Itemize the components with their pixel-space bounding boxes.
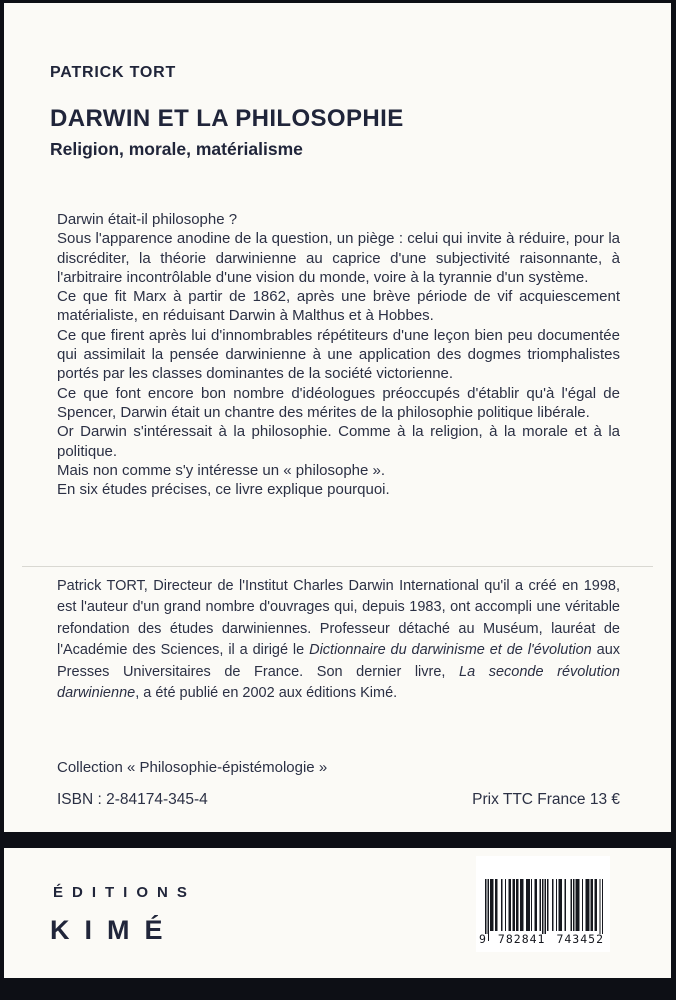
price-label: Prix TTC France 13 €: [472, 791, 620, 808]
publisher-kime-logo: KIMÉ: [50, 915, 178, 945]
body-paragraph: Or Darwin s'intéressait à la philosophie. Comme à la religion, à la morale et à la politique.: [57, 423, 620, 460]
collection-label: Collection « Philosophie-épistémologie »: [57, 759, 328, 776]
barcode: [476, 856, 610, 952]
bio-text: aux Presses Universitaires de France. Son dernier livre,: [57, 642, 621, 680]
author-name: PATRICK TORT: [50, 64, 177, 81]
body-paragraph: Ce que fit Marx à partir de 1862, après une brève période de vif acquiescement matérialiste, en réduisant Darwin à Malthus et à Hobbes.: [57, 288, 620, 325]
isbn-number: ISBN : 2-84174-345-4: [57, 791, 208, 808]
book-title: DARWIN ET LA PHILOSOPHIE: [50, 105, 404, 132]
book-title-italic: La seconde révolution darwinienne: [57, 663, 620, 702]
body-paragraph: Ce que font encore bon nombre d'idéologues préoccupés d'établir qu'à l'égal de Spencer, Darwin était un chantre des mérites de la philosophie politique libérale.: [57, 384, 620, 421]
body-paragraph: Darwin était-il philosophe ?: [57, 211, 238, 228]
body-paragraph: En six études précises, ce livre explique pourquoi.: [57, 481, 390, 499]
bio-text: , a été publié en 2002 aux éditions Kimé.: [135, 685, 398, 702]
book-subtitle: Religion, morale, matérialisme: [50, 139, 303, 159]
barcode-digit-group: 9: [479, 932, 487, 946]
publisher-editions-label: ÉDITIONS: [53, 884, 196, 901]
body-paragraph: Sous l'apparence anodine de la question, un piège : celui qui invite à réduire, pour la discréditer, la théorie darwinienne au caprice d'une subjectivité raisonnante, à l'arbitraire incontrôlable d'une vision du monde, voire à la tyrannie d'un système.: [57, 230, 620, 286]
barcode-digit-group: 743452: [556, 932, 604, 946]
body-paragraph: Ce que firent après lui d'innombrables répétiteurs d'une leçon bien peu documentée qui assimilait la pensée darwinienne à une application des dogmes triomphalistes portés par les classes dominantes de la société victorienne.: [57, 326, 620, 383]
book-title-italic: Dictionnaire du darwinisme et de l'évolution: [309, 642, 592, 659]
barcode-number: [478, 934, 605, 945]
footer-layer: [4, 3, 671, 978]
barcode-digit-group: 782841: [497, 932, 546, 946]
body-paragraph: Mais non comme s'y intéresse un « philosophe ».: [57, 461, 386, 479]
bio-text: Patrick TORT, Directeur de l'Institut Charles Darwin International qu'il a créé en 1998, est l'auteur d'un grand nombre d'ouvrages qui, depuis 1983, ont accompli une véritable refondation des études darwiniennes. Professeur détaché au Muséum, lauréat de l'Académie des Sciences, il a dirigé le: [57, 578, 620, 659]
